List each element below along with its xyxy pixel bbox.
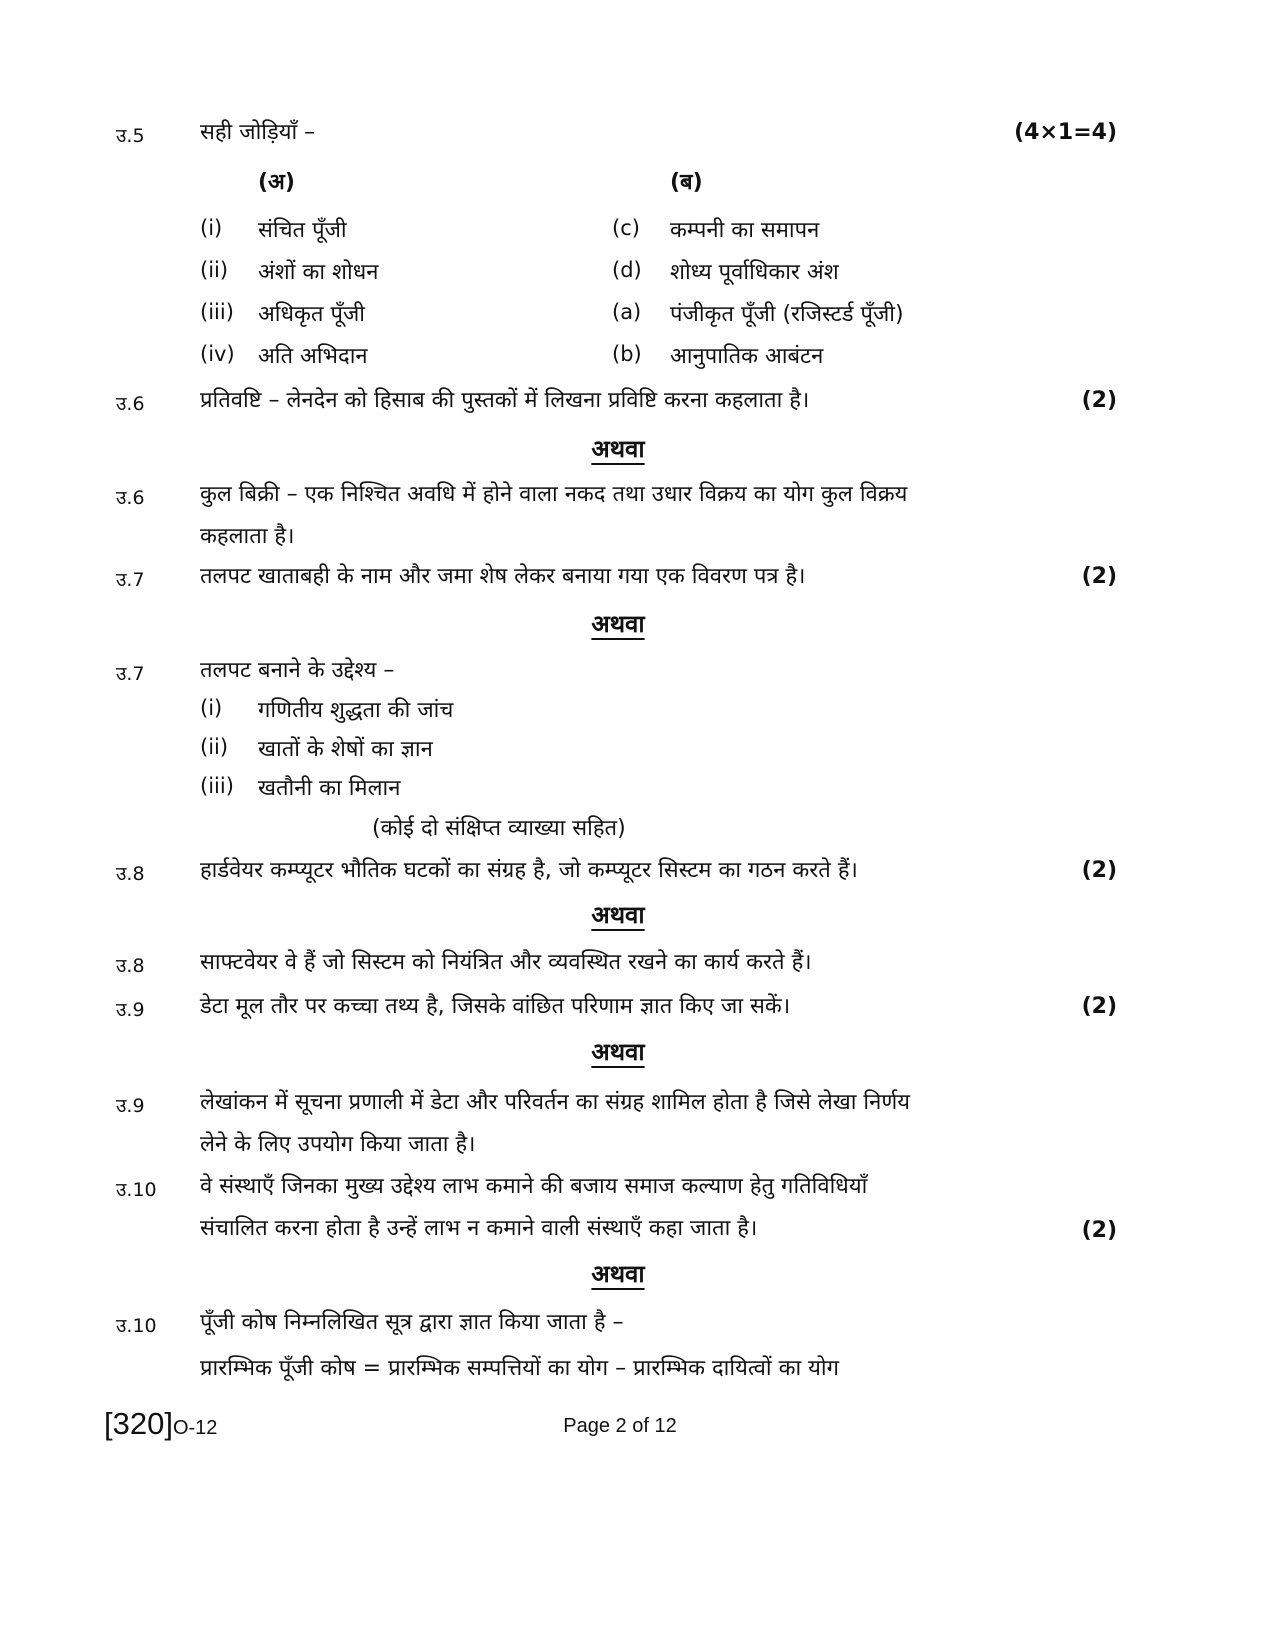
pair-letter: (d) <box>612 258 642 282</box>
paper-code-suffix: O-12 <box>172 1417 218 1439</box>
pair-roman: (i) <box>200 216 223 240</box>
q5-title: सही जोड़ियाँ – <box>200 120 316 145</box>
q9-marks: (2) <box>1081 994 1117 1019</box>
column-b-heading: (ब) <box>670 170 703 195</box>
pair-a-text: संचित पूँजी <box>258 218 347 243</box>
q6-alt-number: उ.6 <box>116 487 145 509</box>
pair-letter: (a) <box>612 300 642 324</box>
objective-text: गणितीय शुद्धता की जांच <box>258 698 454 723</box>
objective-text: खातों के शेषों का ज्ञान <box>258 737 433 762</box>
q6-number: उ.6 <box>116 393 145 415</box>
objective-roman: (i) <box>200 696 223 720</box>
or-heading: अथवा <box>591 435 645 463</box>
paper-code-main: [320] <box>104 1406 173 1441</box>
or-heading: अथवा <box>591 610 645 638</box>
q8-text: हार्डवेयर कम्प्यूटर भौतिक घटकों का संग्रह है, जो कम्प्यूटर सिस्टम का गठन करते हैं। <box>200 858 858 883</box>
objective-text: खतौनी का मिलान <box>258 776 401 801</box>
q5-number: उ.5 <box>116 125 145 147</box>
pair-roman: (ii) <box>200 258 229 282</box>
q6-alt-text-line2: कहलाता है। <box>200 524 295 549</box>
pair-b-text: आनुपातिक आबंटन <box>670 344 824 369</box>
pair-roman: (iv) <box>200 342 235 366</box>
objective-roman: (iii) <box>200 774 234 798</box>
q10-alt-text-line1: पूँजी कोष निम्नलिखित सूत्र द्वारा ज्ञात किया जाता है – <box>200 1310 624 1335</box>
or-heading: अथवा <box>591 1038 645 1066</box>
q10-text-line1: वे संस्थाएँ जिनका मुख्य उद्देश्य लाभ कमाने की बजाय समाज कल्याण हेतु गतिविधियाँ <box>200 1174 868 1199</box>
q6-marks: (2) <box>1081 388 1117 413</box>
q5-marks: (4×1=4) <box>1014 120 1117 145</box>
q9-alt-text-line2: लेने के लिए उपयोग किया जाता है। <box>200 1132 476 1157</box>
q10-alt-number: उ.10 <box>116 1315 157 1337</box>
pair-b-text: पंजीकृत पूँजी (रजिस्टर्ड पूँजी) <box>670 302 904 327</box>
pair-roman: (iii) <box>200 300 234 324</box>
page-number: Page 2 of 12 <box>563 1415 677 1437</box>
q7-number: उ.7 <box>116 569 145 591</box>
q9-text: डेटा मूल तौर पर कच्चा तथ्य है, जिसके वांछित परिणाम ज्ञात किए जा सकें। <box>200 994 791 1019</box>
q8-number: उ.8 <box>116 863 145 885</box>
q10-number: उ.10 <box>116 1179 157 1201</box>
q9-number: उ.9 <box>116 999 145 1021</box>
q8-marks: (2) <box>1081 858 1117 883</box>
column-a-heading: (अ) <box>258 170 295 195</box>
q7-alt-number: उ.7 <box>116 663 145 685</box>
q8-alt-number: उ.8 <box>116 955 145 977</box>
q8-alt-text: साफ्टवेयर वे हैं जो सिस्टम को नियंत्रित और व्यवस्थित रखने का कार्य करते हैं। <box>200 950 812 975</box>
q9-alt-number: उ.9 <box>116 1095 145 1117</box>
q9-alt-text-line1: लेखांकन में सूचना प्रणाली में डेटा और परिवर्तन का संग्रह शामिल होता है जिसे लेखा निर्णय <box>200 1090 911 1115</box>
objective-roman: (ii) <box>200 735 229 759</box>
pair-a-text: अति अभिदान <box>258 344 368 369</box>
pair-a-text: अंशों का शोधन <box>258 260 379 285</box>
or-heading: अथवा <box>591 901 645 929</box>
pair-b-text: शोध्य पूर्वाधिकार अंश <box>670 260 839 285</box>
q10-text-line2: संचालित करना होता है उन्हें लाभ न कमाने वाली संस्थाएँ कहा जाता है। <box>200 1216 758 1241</box>
q7-text: तलपट खाताबही के नाम और जमा शेष लेकर बनाया गया एक विवरण पत्र है। <box>200 564 806 589</box>
q7-marks: (2) <box>1081 564 1117 589</box>
q6-text: प्रतिवष्टि – लेनदेन को हिसाब की पुस्तकों में लिखना प्रविष्टि करना कहलाता है। <box>200 388 810 413</box>
pair-b-text: कम्पनी का समापन <box>670 218 820 243</box>
q10-marks: (2) <box>1081 1218 1117 1243</box>
pair-letter: (c) <box>612 216 640 240</box>
q7-note: (कोई दो संक्षिप्त व्याख्या सहित) <box>372 816 626 841</box>
or-heading: अथवा <box>591 1260 645 1288</box>
q7-alt-title: तलपट बनाने के उद्देश्य – <box>200 658 395 683</box>
q10-alt-text-line2: प्रारम्भिक पूँजी कोष = प्रारम्भिक सम्पत्तियों का योग – प्रारम्भिक दायित्वों का योग <box>200 1356 840 1381</box>
q6-alt-text-line1: कुल बिक्री – एक निश्चित अवधि में होने वाला नकद तथा उधार विक्रय का योग कुल विक्रय <box>200 482 908 507</box>
pair-letter: (b) <box>612 342 642 366</box>
pair-a-text: अधिकृत पूँजी <box>258 302 365 327</box>
